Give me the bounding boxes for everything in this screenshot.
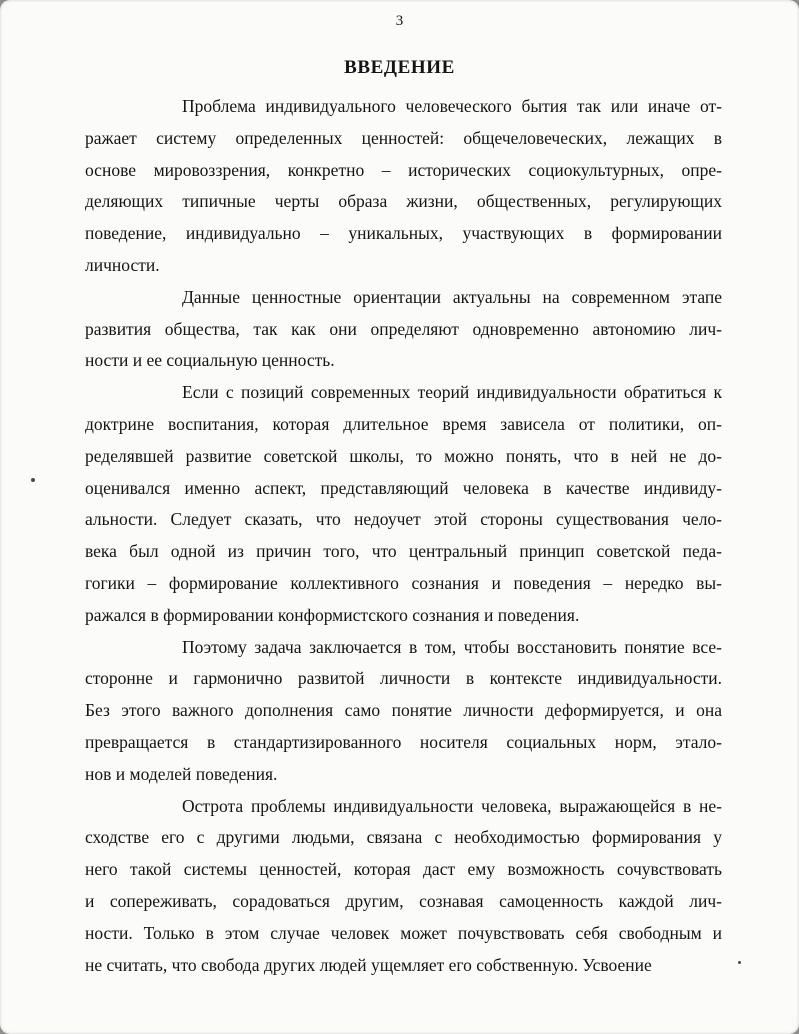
text-line: превращается в стандартизированного носителя социальных норм, этало- [85,731,722,752]
paragraph [85,282,722,377]
text-line: ности. Только в этом случае человек может почувствовать себя свободным и [85,922,722,943]
document-title: ВВЕДЕНИЕ [344,57,455,78]
text-line: альности. Следует сказать, что недоучет этой стороны существования чело- [85,509,722,530]
paragraph [85,91,722,282]
text-line: века был одной из причин того, что центральный принцип советской педа- [85,541,722,562]
text-line: основе мировоззрения, конкретно – исторических социокультурных, опре- [85,159,722,180]
text-line: Если с позиций современных теорий индивидуальности обратиться к [182,382,722,403]
text-line: сторонне и гармонично развитой личности в контексте индивидуальности. [85,668,722,689]
text-line: личности. [85,254,160,275]
text-line: доктрине воспитания, которая длительное время зависела от политики, оп- [85,413,722,434]
text-line: поведение, индивидуально – уникальных, участвующих в формировании [85,223,722,244]
scan-speck [31,478,35,482]
paragraph [85,632,722,791]
text-line: и сопереживать, сорадоваться другим, сознавая самоценность каждой лич- [85,890,722,911]
text-line: Проблема индивидуального человеческого бытия так или иначе от- [182,96,722,116]
text-line: сходстве его с другими людьми, связана с необходимостью формирования у [85,827,722,848]
text-line: него такой системы ценностей, которая даст ему возможность сочувствовать [85,859,722,880]
document-body [85,91,722,981]
text-line: не считать, что свобода других людей ущемляет его собственную. Усвоение [85,954,652,975]
text-line: оценивался именно аспект, представляющий человека в качестве индивиду- [85,477,722,498]
text-line: нов и моделей поведения. [85,763,278,784]
text-line: развития общества, так как они определяют одновременно автономию лич- [85,318,722,339]
page-number: 3 [395,13,404,29]
paragraph [85,791,722,982]
text-line: ределявшей развитие советской школы, то можно понять, что в ней не до- [85,445,722,466]
text-line: деляющих типичные черты образа жизни, общественных, регулирующих [85,191,722,212]
text-line: ности и ее социальную ценность. [85,350,335,371]
text-line: ражает систему определенных ценностей: общечеловеческих, лежащих в [85,127,722,148]
text-line: ражался в формировании конформистского сознания и поведения. [85,604,580,625]
scan-speck [738,961,741,964]
text-line: Без этого важного дополнения само понятие личности деформируется, и она [85,700,722,721]
text-line: Данные ценностные ориентации актуальны на современном этапе [182,286,722,307]
text-line: Острота проблемы индивидуальности человека, выражающейся в не- [182,795,722,816]
paragraph [85,377,722,631]
text-line: Поэтому задача заключается в том, чтобы восстановить понятие все- [182,636,722,657]
text-line: гогики – формирование коллективного сознания и поведения – нередко вы- [85,572,722,593]
